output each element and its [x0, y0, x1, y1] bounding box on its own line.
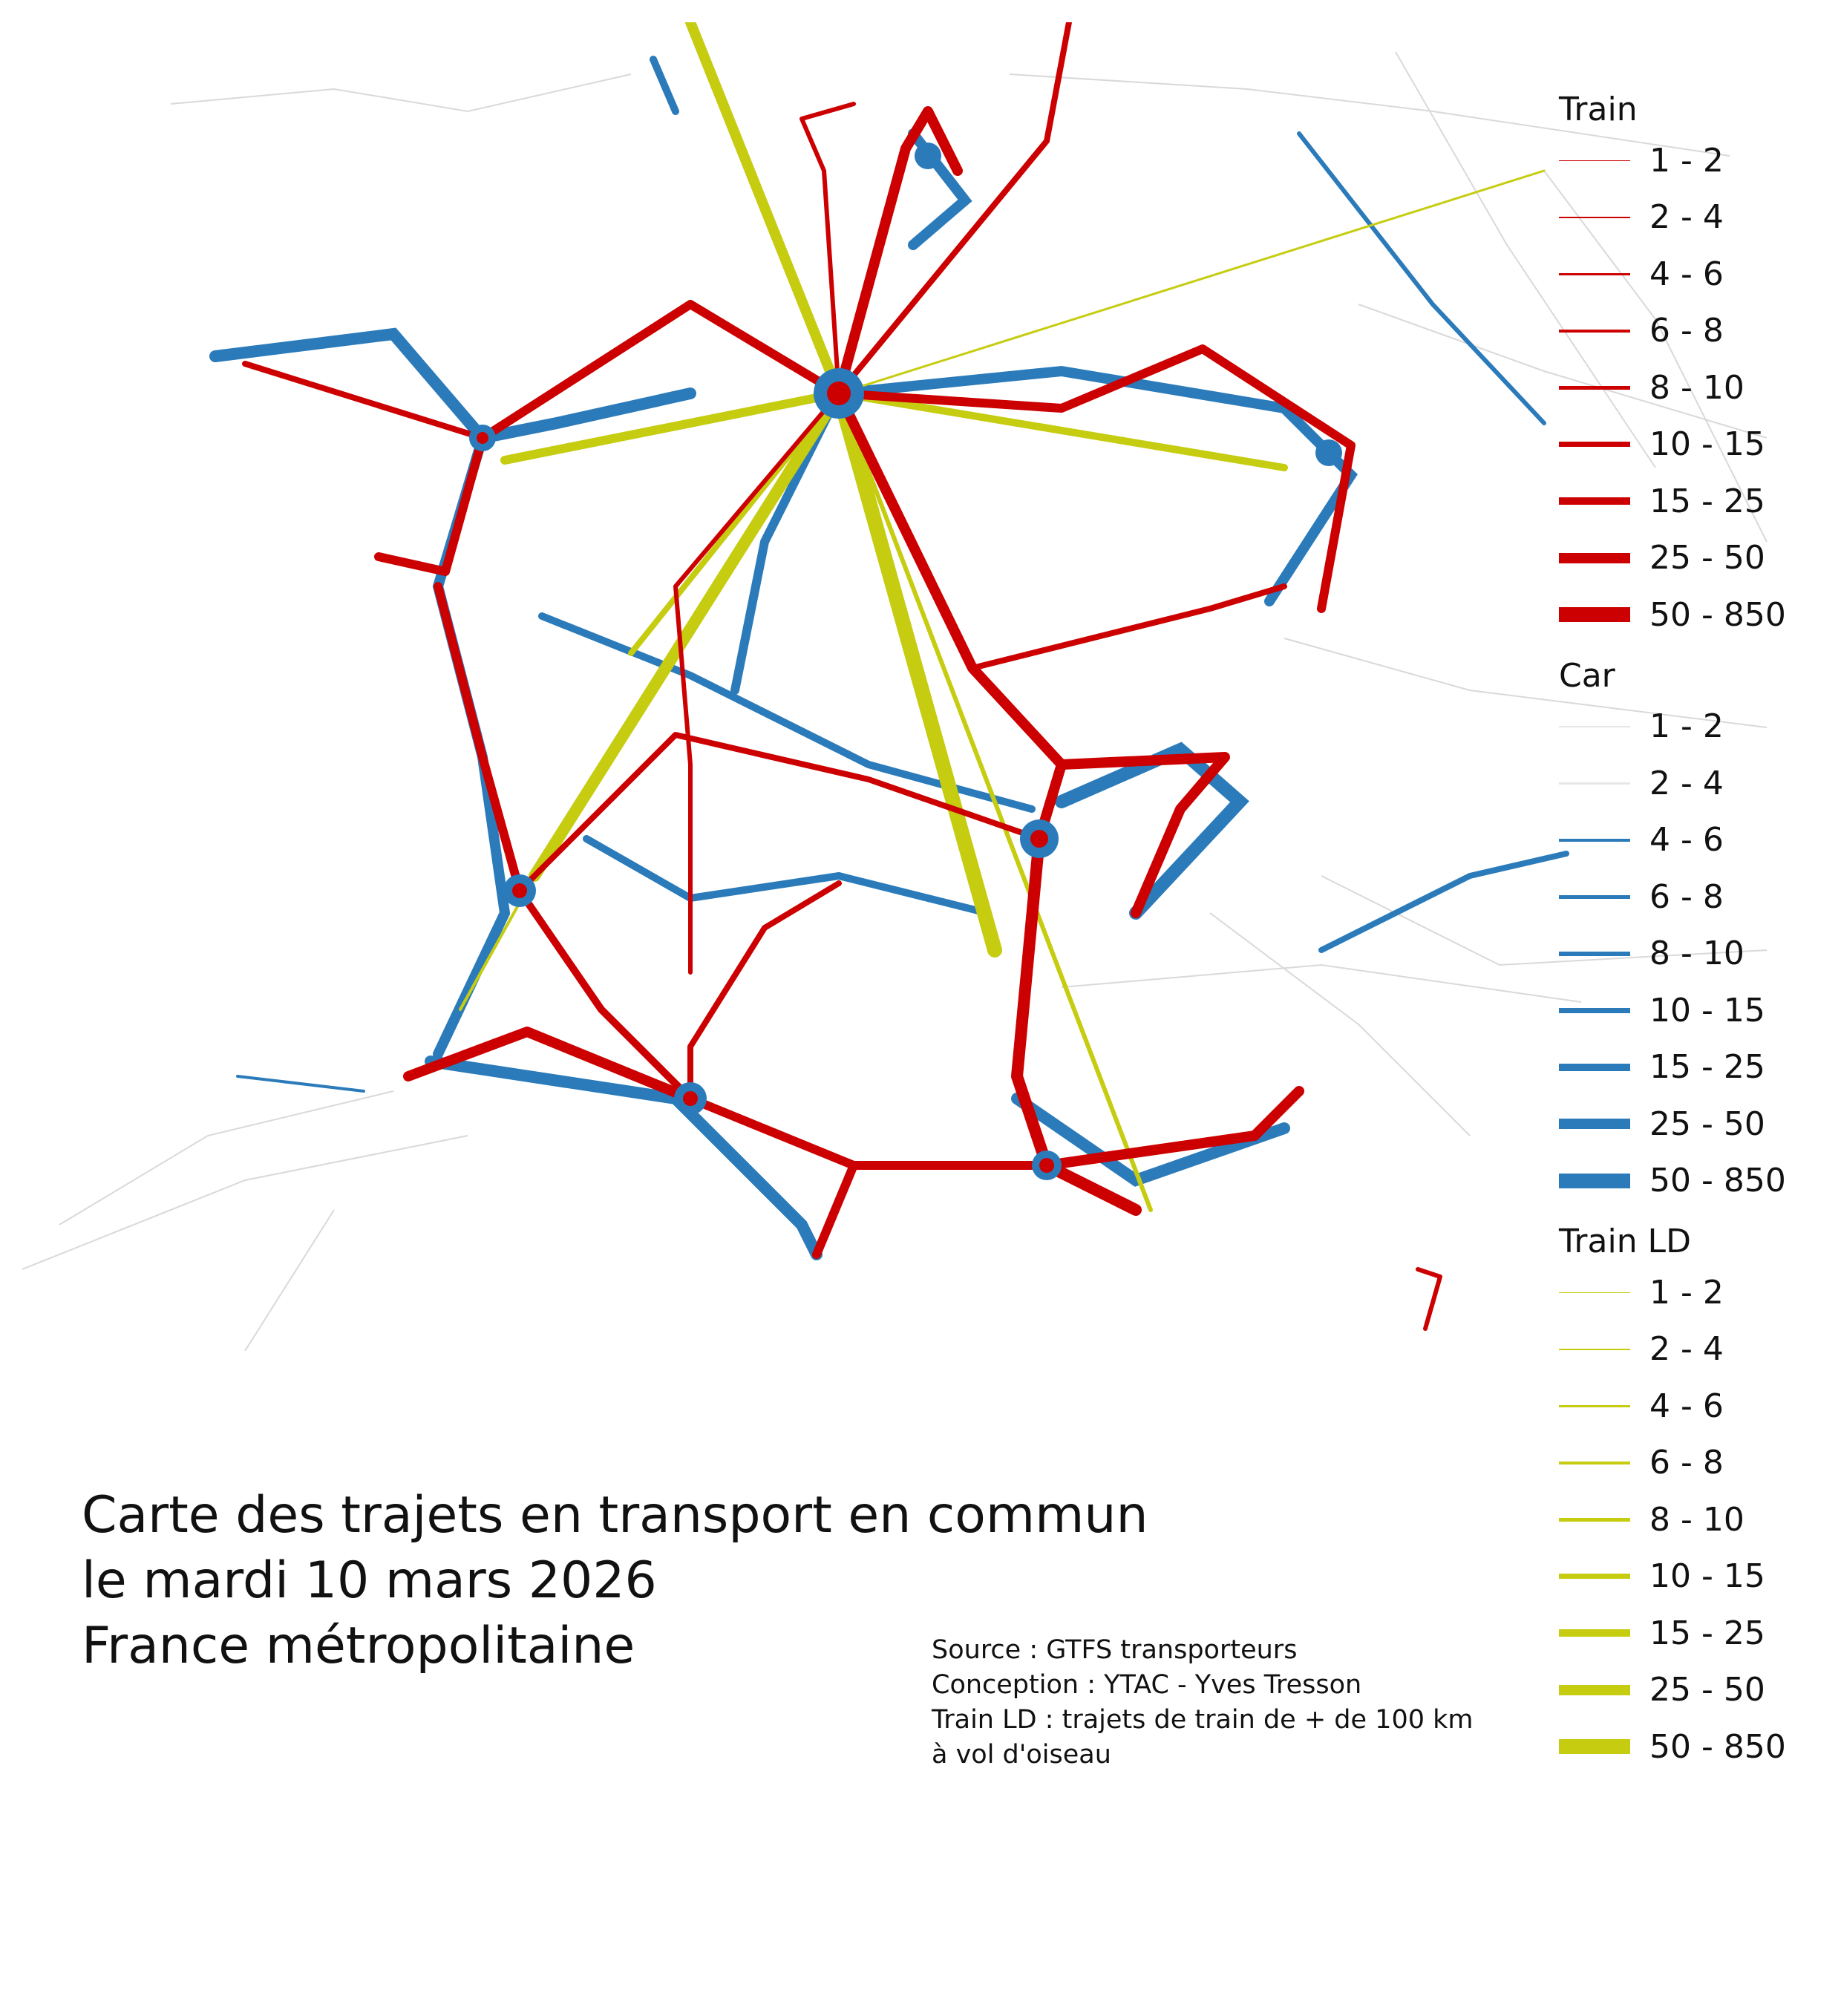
legend-label: 2 - 4 [1649, 764, 1724, 802]
legend-label: 4 - 6 [1649, 1387, 1724, 1425]
legend-swatch [1559, 1064, 1630, 1071]
legend-label: 4 - 6 [1649, 821, 1724, 860]
legend-label: 6 - 8 [1649, 1444, 1724, 1482]
legend-row [1559, 926, 1826, 983]
legend-label: 25 - 50 [1649, 539, 1765, 577]
legend-swatch [1559, 1008, 1630, 1013]
legend-swatch [1559, 442, 1630, 447]
legend-swatch [1559, 726, 1630, 727]
legend-rows-train [1559, 132, 1826, 644]
legend-row [1559, 1491, 1826, 1548]
legend-row [1559, 1435, 1826, 1492]
credits-note: Train LD : trajets de train de + de 100 km à vol d'oiseau [932, 1705, 1474, 1770]
legend-label: 1 - 2 [1649, 141, 1724, 180]
legend-row [1559, 868, 1826, 926]
legend-title-car: Car [1559, 656, 1615, 695]
legend-swatch [1559, 1518, 1630, 1522]
legend-label: 10 - 15 [1649, 991, 1765, 1030]
legend-row [1559, 698, 1826, 756]
legend-rows-train-ld [1559, 1264, 1826, 1776]
legend-title-train: Train [1559, 91, 1638, 128]
legend-row [1559, 812, 1826, 869]
legend-row [1559, 1321, 1826, 1378]
legend-section-train-ld [1559, 1220, 1826, 1776]
legend-row [1559, 246, 1826, 303]
credits-source: Source : GTFS transporteurs [932, 1635, 1298, 1665]
legend-label: 15 - 25 [1649, 1048, 1765, 1087]
legend-swatch [1559, 1739, 1630, 1754]
credits [932, 1633, 1496, 1773]
legend-label: 50 - 850 [1649, 595, 1786, 634]
legend-swatch [1559, 1685, 1630, 1695]
legend-row [1559, 1039, 1826, 1096]
legend-row [1559, 982, 1826, 1039]
legend-row [1559, 755, 1826, 812]
car-light-network [22, 52, 1767, 1351]
legend-label: 50 - 850 [1649, 1162, 1786, 1200]
legend-row [1559, 1718, 1826, 1776]
legend-row [1559, 1378, 1826, 1435]
train-network [245, 22, 1440, 1329]
legend-label: 10 - 15 [1649, 425, 1765, 464]
credits-conception: Conception : YTAC - Yves Tresson [932, 1670, 1362, 1700]
legend-label: 25 - 50 [1649, 1671, 1765, 1709]
legend-row [1559, 416, 1826, 474]
legend-swatch [1559, 217, 1630, 219]
legend-label: 15 - 25 [1649, 482, 1765, 520]
legend-row [1559, 1153, 1826, 1210]
transport-map [22, 22, 1796, 1351]
legend-label: 1 - 2 [1649, 707, 1724, 746]
legend-label: 25 - 50 [1649, 1104, 1765, 1143]
legend-swatch [1559, 607, 1630, 622]
legend-swatch [1559, 1119, 1630, 1129]
legend-rows-car [1559, 698, 1826, 1210]
legend-swatch [1559, 1405, 1630, 1408]
legend-label: 2 - 4 [1649, 1330, 1724, 1369]
legend [1559, 88, 1826, 1786]
legend-label: 10 - 15 [1649, 1557, 1765, 1596]
legend-swatch [1559, 160, 1630, 162]
legend-swatch [1559, 1349, 1630, 1351]
legend-label: 4 - 6 [1649, 255, 1724, 293]
legend-swatch [1559, 1629, 1630, 1637]
legend-label: 8 - 10 [1649, 935, 1744, 973]
legend-row [1559, 1605, 1826, 1662]
legend-row [1559, 1662, 1826, 1719]
legend-row [1559, 359, 1826, 416]
legend-row [1559, 189, 1826, 246]
legend-swatch [1559, 952, 1630, 956]
legend-label: 1 - 2 [1649, 1273, 1724, 1312]
legend-title-train-ld: Train LD [1559, 1223, 1691, 1260]
legend-swatch [1559, 895, 1630, 899]
legend-row [1559, 1264, 1826, 1321]
legend-label: 8 - 10 [1649, 1500, 1744, 1539]
legend-row [1559, 303, 1826, 360]
legend-row [1559, 1096, 1826, 1153]
legend-swatch [1559, 839, 1630, 842]
legend-label: 2 - 4 [1649, 198, 1724, 237]
legend-label: 15 - 25 [1649, 1614, 1765, 1652]
legend-row [1559, 473, 1826, 530]
legend-swatch [1559, 1292, 1630, 1294]
legend-swatch [1559, 1174, 1630, 1188]
legend-swatch [1559, 386, 1630, 390]
legend-section-train [1559, 88, 1826, 644]
legend-row [1559, 530, 1826, 587]
map-title-line-1: Carte des trajets en transport en commun [82, 1486, 1148, 1545]
legend-swatch [1559, 782, 1630, 785]
legend-label: 8 - 10 [1649, 368, 1744, 407]
legend-row [1559, 132, 1826, 189]
city-hubs [469, 143, 1342, 1180]
legend-label: 50 - 850 [1649, 1727, 1786, 1766]
legend-label: 6 - 8 [1649, 877, 1724, 916]
legend-swatch [1559, 1462, 1630, 1465]
map-title-line-2: le mardi 10 mars 2026 [82, 1551, 657, 1610]
legend-swatch [1559, 273, 1630, 276]
legend-swatch [1559, 1574, 1630, 1579]
legend-section-car [1559, 654, 1826, 1210]
legend-swatch [1559, 553, 1630, 563]
map-title-line-3: France métropolitaine [82, 1617, 635, 1675]
legend-swatch [1559, 497, 1630, 505]
legend-swatch [1559, 330, 1630, 333]
legend-row [1559, 1548, 1826, 1606]
legend-label: 6 - 8 [1649, 312, 1724, 350]
legend-row [1559, 586, 1826, 644]
